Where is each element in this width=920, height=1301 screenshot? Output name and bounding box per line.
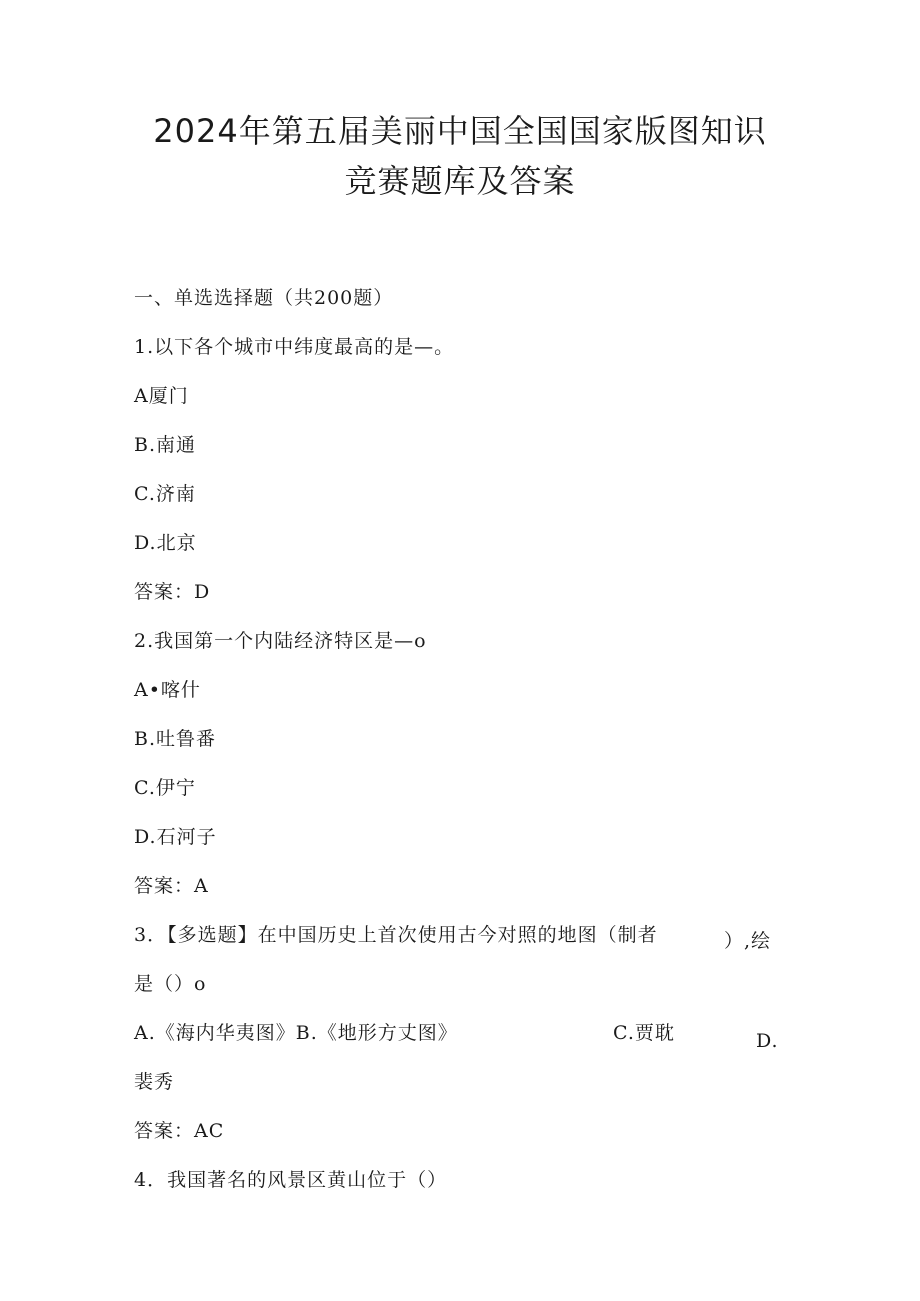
question-1-answer: 答案：D xyxy=(134,581,211,603)
question-1-stem: 1.以下各个城市中纬度最高的是—。 xyxy=(134,336,455,358)
question-2-option-a: A•喀什 xyxy=(134,679,201,701)
question-3-answer: 答案：AC xyxy=(134,1120,225,1142)
question-2-stem: 2.我国第一个内陆经济特区是—o xyxy=(134,630,427,652)
question-3-option-c: C.贾耽 xyxy=(613,1022,675,1044)
question-3-stem-line-2: 是（）o xyxy=(134,973,207,995)
question-3-stem: 3．【多选题】在中国历史上首次使用古今对照的地图（制者 xyxy=(134,924,658,946)
question-1-option-c: C.济南 xyxy=(134,483,196,505)
question-4-stem: 4．我国著名的风景区黄山位于（） xyxy=(134,1169,448,1191)
question-2-answer: 答案：A xyxy=(134,875,209,897)
question-3-option-d-text: 裴秀 xyxy=(134,1071,175,1093)
question-2-option-d: D.石河子 xyxy=(134,826,217,848)
question-2-option-b: B.吐鲁番 xyxy=(134,728,217,750)
document-title-line-1: 2024年第五届美丽中国全国国家版图知识 xyxy=(153,112,767,150)
question-2-option-c: C.伊宁 xyxy=(134,777,196,799)
question-3-stem-end: ）,绘 xyxy=(724,930,772,952)
section-heading: 一、单选选择题（共200题） xyxy=(134,287,394,309)
question-3-option-d: D. xyxy=(756,1030,779,1052)
question-1-option-d: D.北京 xyxy=(134,532,197,554)
question-1-option-a: A厦门 xyxy=(134,385,189,407)
question-1-option-b: B.南通 xyxy=(134,434,197,456)
document-title-line-2: 竞赛题库及答案 xyxy=(344,162,576,200)
question-3-option-ab: A.《海内华夷图》B.《地形方丈图》 xyxy=(134,1022,458,1044)
